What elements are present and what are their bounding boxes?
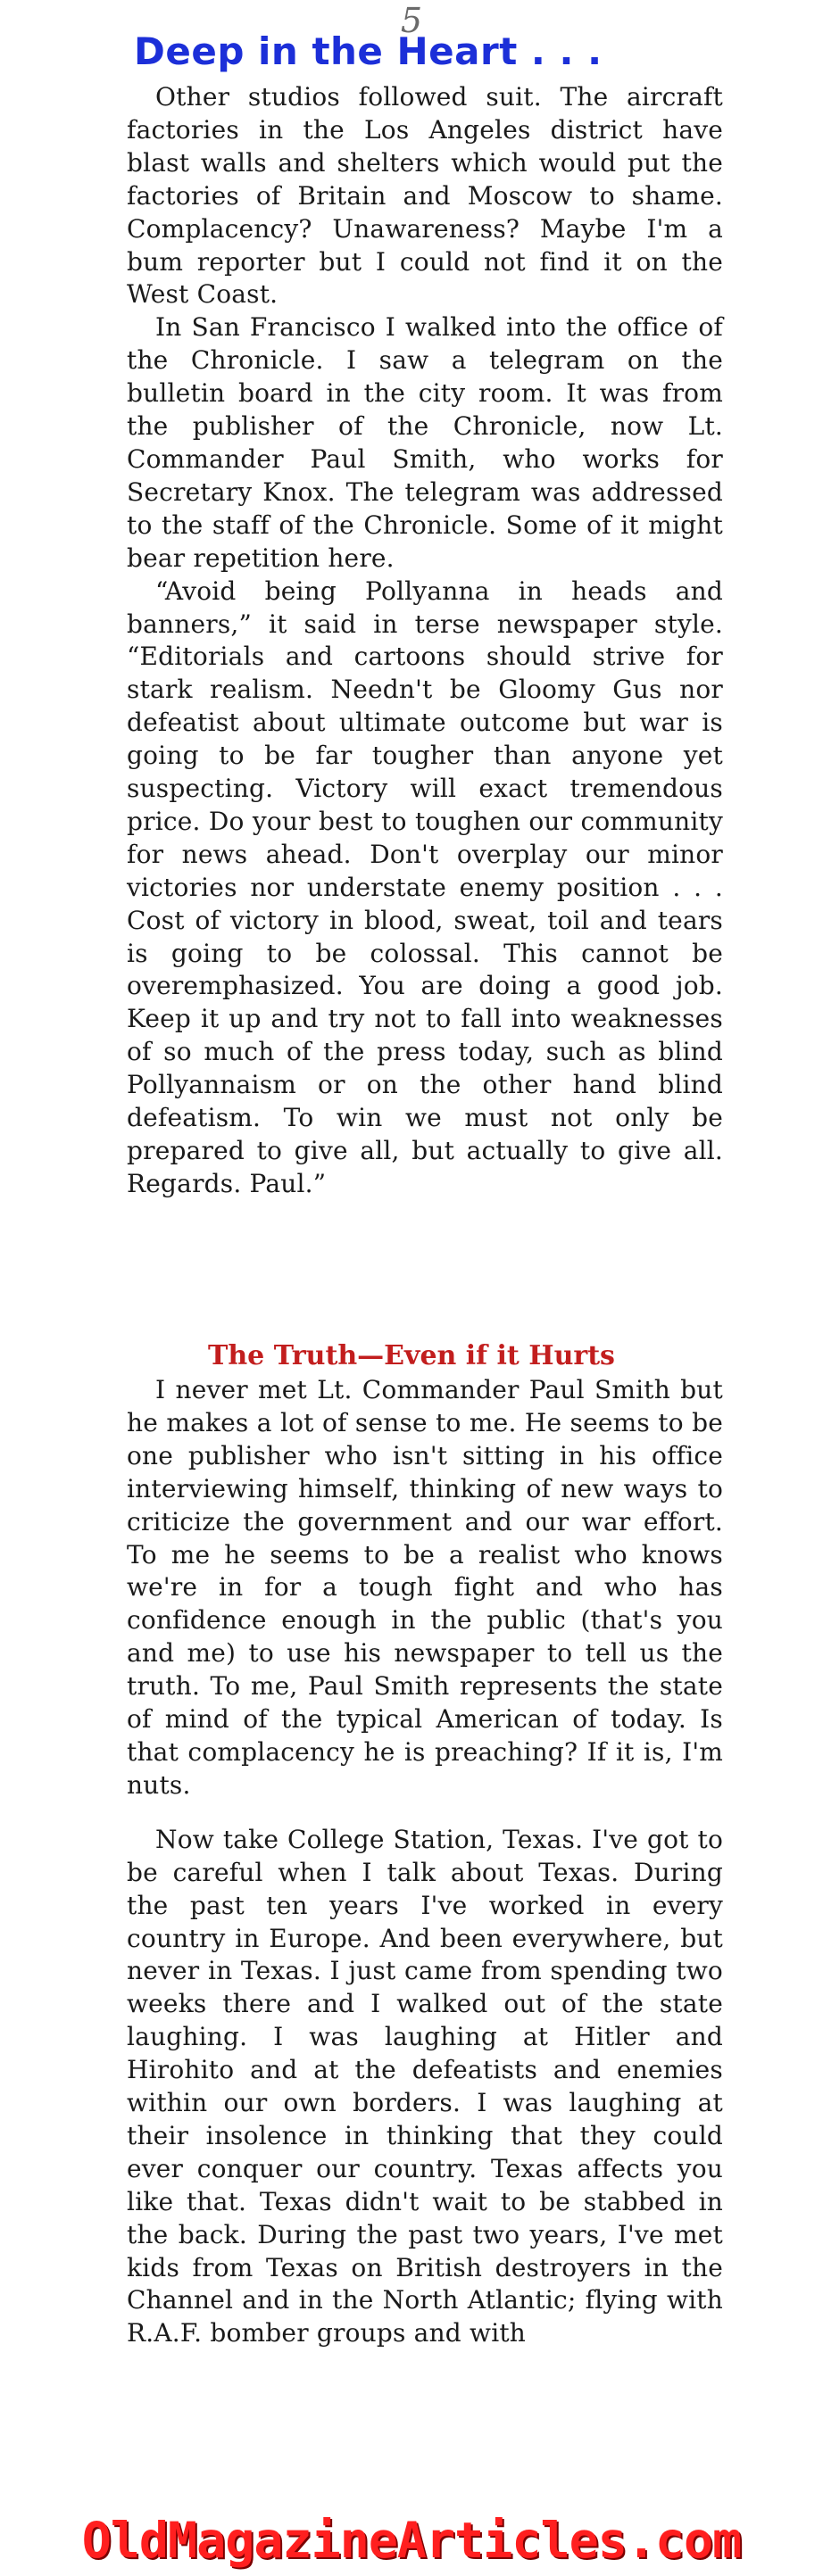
article-column-top <box>127 81 723 1201</box>
article-column-bottom <box>127 1374 723 2350</box>
paragraph-paul-smith: I never met Lt. Commander Paul Smith but he makes a lot of sense to me. He seems to be one publisher who isn't sitting in his office interviewing himself, thinking of new ways to criticize the government and our war effort. To me he seems to be a realist who knows we're in for a tough fight and who has confidence enough in the public (that's you and me) to use his newspaper to tell us the truth. To me, Paul Smith represents the state of mind of the typical American of today. Is that complacency he is preaching? If it is, I'm nuts. <box>127 1375 723 1800</box>
paragraph-san-francisco: In San Francisco I walked into the office of the Chronicle. I saw a telegram on the bulletin board in the city room. It was from the publisher of the Chronicle, now Lt. Commander Paul Smith, who works for Secretary Knox. The telegram was addressed to the staff of the Chronicle. Some of it might bear repetition here. <box>127 312 723 573</box>
paragraph-studios: Other studios followed suit. The aircraft factories in the Los Angeles district have blast walls and shelters which would put the factories of Britain and Moscow to shame. Complacency? Unawareness? Maybe I'm a bum reporter but I could not find it on the West Coast. <box>127 82 723 310</box>
subheading: The Truth—Even if it Hurts <box>208 1340 615 1371</box>
headline: Deep in the Heart . . . <box>134 29 603 73</box>
paragraph-telegram-quote: “Avoid being Pollyanna in heads and banners,” it said in terse newspaper style. “Editorials and cartoons should strive for stark realism. Needn't be Gloomy Gus nor defeatist about ultimate outcome but war is going to be far tougher than anyone yet suspecting. Victory will exact tremendous price. Do your best to toughen our community for news ahead. Don't overplay our minor victories nor understate enemy position . . . Cost of victory in blood, sweat, toil and tears is going to be colossal. This cannot be overemphasized. You are doing a good job. Keep it up and try not to fall into weaknesses of so much of the press today, such as blind Pollyannaism or on the other hand blind defeatism. To win we must not only be prepared to give all, but actually to give all. Regards. Paul.” <box>127 576 723 1198</box>
page-number: 5 <box>400 1 423 40</box>
site-watermark: OldMagazineArticles.com <box>0 2506 823 2576</box>
paragraph-texas: Now take College Station, Texas. I've got to be careful when I talk about Texas. During the past ten years I've worked in every country in Europe. And been everywhere, but never in Texas. I just came from spending two weeks there and I walked out of the state laughing. I was laughing at Hitler and Hirohito and at the defeatists and enemies within our own borders. I was laughing at their insolence in thinking that they could ever conquer our country. Texas affects you like that. Texas didn't wait to be stabbed in the back. During the past two years, I've met kids from Texas on British destroyers in the Channel and in the North Atlantic; flying with R.A.F. bomber groups and with <box>127 1824 723 2348</box>
